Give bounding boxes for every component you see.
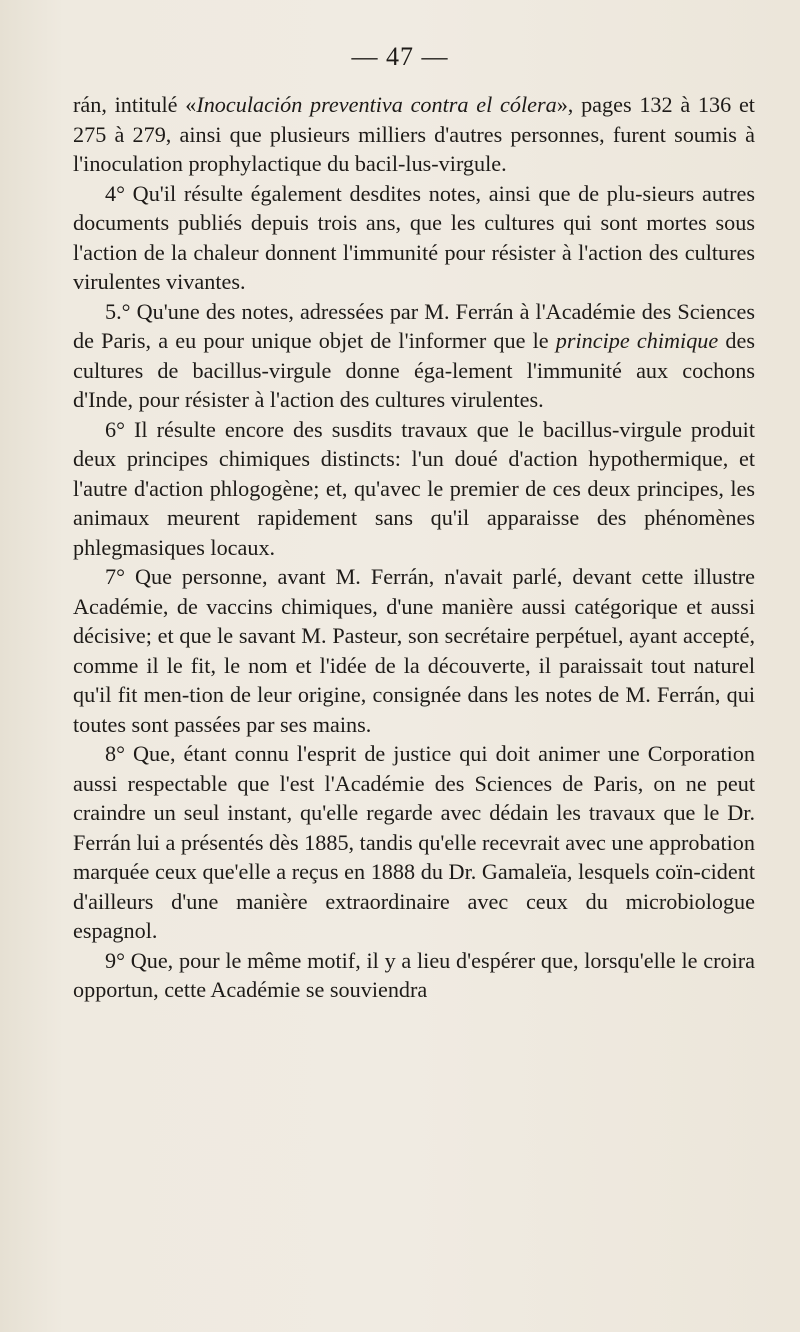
paragraph-point-5 [73,297,755,415]
paragraph-point-6 [73,415,755,563]
page-number: — 47 — [351,42,449,71]
paragraph-text: 9° Que, pour le même motif, il y a lieu d'espérer que, lorsqu'elle le croira opportun, cette Académie se souviendra [73,947,755,1002]
paragraph-text: 5.° Qu'une des notes, adressées par M. Ferrán à l'Académie des Sciences de Paris, a eu pour unique objet de l'informer que le [73,298,755,353]
paragraph-text: 6° Il résulte encore des susdits travaux que le bacillus-virgule produit deux principes chimiques distincts: l'un doué d'action hypothermique, et l'autre d'action phlogogène; et, qu'avec le premier de ces deux principes, les animaux meurent rapidement sans qu'il apparaisse des phénomènes phlegmasiques locaux. [73,416,755,560]
paragraph-text: des cultures de bacillus-virgule donne éga-lement l'immunité aux cochons d'Inde, pour résister à l'action des cultures virulentes. [73,328,755,412]
paragraph-point-4 [73,179,755,297]
paragraph-point-9 [73,946,755,1005]
paragraph-text: », pages 132 à 136 et 275 à 279, ainsi que plusieurs milliers d'autres personnes, furent soumis à l'inoculation prophylactique du bacil-lus-virgule. [73,92,755,176]
italic-title-text: principe chimique [555,328,719,353]
paragraph-text: 7° Que personne, avant M. Ferrán, n'avait parlé, devant cette illustre Académie, de vaccins chimiques, d'une manière aussi catégorique et aussi décisive; et que le savant M. Pasteur, son secrétaire perpétuel, ayant accepté, comme il le fit, le nom et l'idée de la découverte, il paraissait tout naturel qu'il fit men-tion de leur origine, consignée dans les notes de M. Ferrán, qui toutes sont passées par ses mains. [73,564,755,737]
paragraph-text: 4° Qu'il résulte également desdites notes, ainsi que de plu-sieurs autres documents publiés depuis trois ans, que les cultures qui sont mortes sous l'action de la chaleur donnent l'immunité pour résister à l'action des cultures virulentes vivantes. [73,180,755,294]
body-text [73,90,755,1005]
paragraph-text: rán, intitulé « [73,92,197,117]
italic-title-text: Inoculación preventiva contra el cólera [196,92,557,117]
paragraph-text: 8° Que, étant connu l'esprit de justice qui doit animer une Corporation aussi respectable que l'est l'Académie des Sciences de Paris, on ne peut craindre un seul instant, qu'elle regarde avec dédain les travaux que le Dr. Ferrán lui a présentés dès 1885, tandis qu'elle recevrait avec une approbation marquée ceux que'elle a reçus en 1888 du Dr. Gamaleïa, lesquels coïn-cident d'ailleurs d'une manière extraordinaire avec ceux du microbiologue espagnol. [73,741,755,943]
paragraph-continuation [73,90,755,179]
paragraph-point-7 [73,562,755,739]
paragraph-point-8 [73,739,755,946]
